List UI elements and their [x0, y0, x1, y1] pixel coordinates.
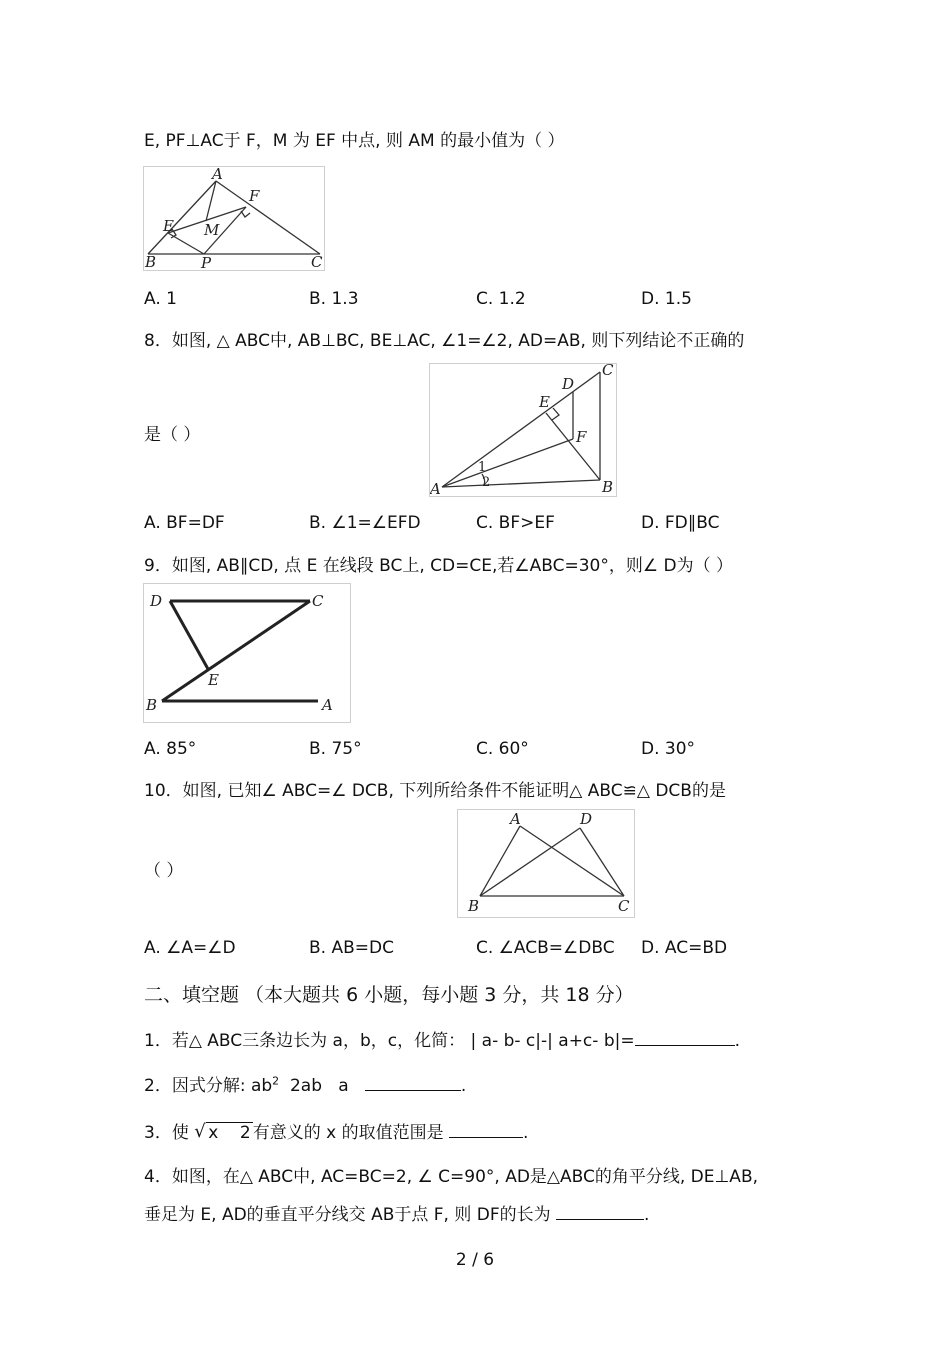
fill-q4-line2-wrap	[144, 1200, 649, 1225]
q7-label-b: B	[145, 253, 157, 270]
fill-q2-text: 2．因式分解: ab	[144, 1076, 273, 1096]
q9-stem: 9．如图, AB∥CD, 点 E 在线段 BC上, CD=CE,若∠ABC=30°，则∠ D为（ ）	[144, 556, 734, 576]
q7-label-e: E	[163, 217, 174, 235]
q8-label-d: D	[562, 375, 575, 393]
fill-q1-blank[interactable]	[635, 1029, 735, 1046]
fill-q2-rest: 2ab a	[279, 1076, 365, 1096]
fill-q4-blank[interactable]	[556, 1203, 644, 1220]
q8-figure	[429, 363, 617, 497]
q10-figure	[457, 809, 635, 918]
q9-label-c: C	[312, 592, 324, 610]
q10-label-b: B	[468, 897, 480, 915]
fill-q2	[144, 1071, 466, 1096]
q10-label-d: D	[580, 810, 593, 828]
q9-option-a: A. 85°	[144, 739, 197, 759]
q9-label-d: D	[150, 592, 163, 610]
q7-label-p: P	[201, 254, 212, 270]
q10-option-d: D. AC=BD	[641, 938, 728, 958]
fill-q3-post: 有意义的 x 的取值范围是	[252, 1123, 444, 1143]
fill-q2-end: .	[460, 1076, 467, 1096]
q8-label-c: C	[602, 364, 614, 379]
q7-label-a: A	[212, 167, 223, 183]
q10-option-c: C. ∠ACB=∠DBC	[476, 938, 615, 958]
q9-figure	[143, 583, 351, 723]
q10-label-a: A	[510, 810, 521, 828]
q7-option-c: C. 1.2	[476, 289, 526, 309]
fill-q4-line1: 4．如图，在△ ABC中, AC=BC=2, ∠ C=90°, AD是△ABC的角平分线, DE⊥AB,	[144, 1167, 759, 1187]
fill-q3	[144, 1118, 528, 1143]
q8-label-1: 1	[478, 460, 487, 475]
fill-q1	[144, 1026, 740, 1051]
q8-label-b: B	[602, 478, 614, 496]
q10-stem: 10．如图, 已知∠ ABC=∠ DCB, 下列所给条件不能证明△ ABC≌△ DCB的是	[144, 781, 726, 801]
q7-label-m: M	[204, 221, 220, 239]
q8-label-a: A	[430, 480, 441, 496]
q8-label-f: F	[576, 428, 587, 446]
q8-option-b: B. ∠1=∠EFD	[309, 513, 421, 533]
q7-option-d: D. 1.5	[641, 289, 692, 309]
q7-option-a: A. 1	[144, 289, 177, 309]
fill-q3-end: .	[523, 1123, 529, 1143]
fill-q3-radicand: x 2	[208, 1123, 251, 1143]
q8-option-c: C. BF>EF	[476, 513, 555, 533]
fill-q4-end: .	[644, 1205, 650, 1225]
q10-option-a: A. ∠A=∠D	[144, 938, 236, 958]
q9-label-e: E	[208, 671, 219, 689]
fill-q2-exponent: 2	[272, 1074, 280, 1088]
q8-label-2: 2	[482, 475, 491, 490]
q7-label-c: C	[311, 253, 323, 270]
fill-q1-text: 1．若△ ABC三条边长为 a，b，c，化简： | a- b- c|-| a+c- b|=	[144, 1031, 635, 1051]
q7-option-b: B. 1.3	[309, 289, 359, 309]
q9-option-c: C. 60°	[476, 739, 529, 759]
fill-q4-line2: 垂足为 E, AD的垂直平分线交 AB于点 F, 则 DF的长为	[144, 1205, 551, 1225]
q7-stem: E, PF⊥AC于 F，M 为 EF 中点, 则 AM 的最小值为（ ）	[144, 131, 565, 151]
q8-option-d: D. FD∥BC	[641, 513, 720, 533]
q10-option-b: B. AB=DC	[309, 938, 394, 958]
q7-figure	[143, 166, 325, 271]
fill-q1-end: .	[734, 1031, 740, 1051]
q8-option-a: A. BF=DF	[144, 513, 225, 533]
q9-label-a: A	[322, 696, 333, 714]
q8-label-e: E	[539, 393, 550, 411]
q8-stem: 8．如图, △ ABC中, AB⊥BC, BE⊥AC, ∠1=∠2, AD=AB, 则下列结论不正确的	[144, 331, 745, 351]
fill-q3-pre: 3．使	[144, 1123, 189, 1143]
fill-q3-blank[interactable]	[449, 1121, 523, 1138]
q10-label-c: C	[618, 897, 630, 915]
q8-stem-cont: 是（ ）	[144, 425, 201, 445]
q9-label-b: B	[146, 696, 158, 714]
q9-option-b: B. 75°	[309, 739, 362, 759]
page-number: 2 / 6	[455, 1250, 495, 1270]
radical-icon: √	[194, 1121, 206, 1142]
q7-label-f: F	[249, 187, 260, 205]
q9-option-d: D. 30°	[641, 739, 696, 759]
fill-q2-blank[interactable]	[365, 1074, 461, 1091]
q10-stem-cont: （ ）	[144, 861, 184, 881]
sqrt-expression	[194, 1123, 253, 1143]
section-2-title: 二、填空题 （本大题共 6 小题，每小题 3 分，共 18 分）	[144, 984, 634, 1006]
